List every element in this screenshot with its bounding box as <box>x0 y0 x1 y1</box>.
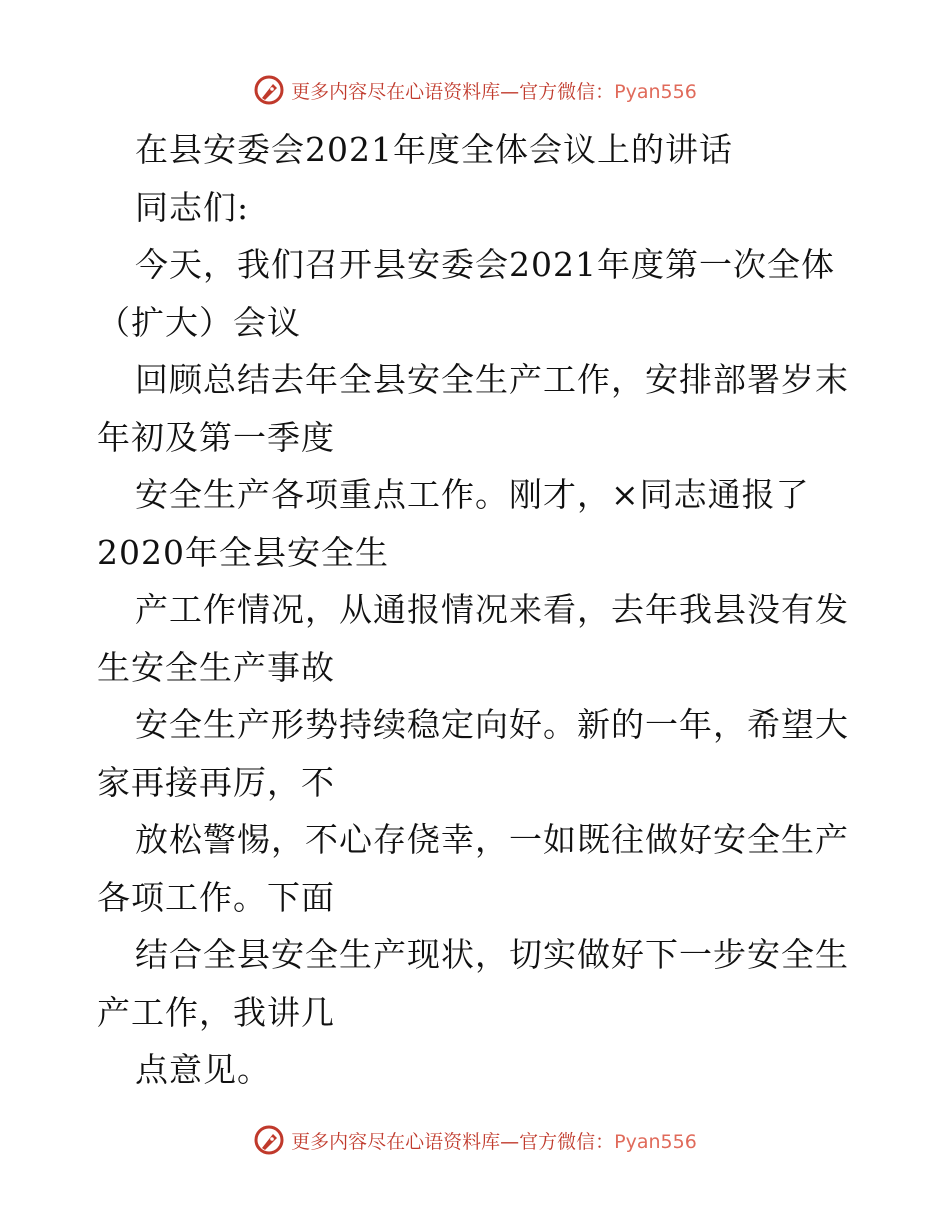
text-line: 点意见。 <box>135 1050 271 1089</box>
text-line: 同志们: <box>135 187 250 227</box>
text-line: 各项工作。下面 <box>97 877 335 917</box>
pen-nib-logo-icon <box>253 1124 285 1156</box>
text-line: 回顾总结去年全县安全生产工作，安排部署岁末 <box>135 360 849 399</box>
footer-watermark-banner <box>0 1120 950 1160</box>
text-line: 安全生产形势持续稳定向好。新的一年，希望大 <box>135 705 849 744</box>
banner-text: 更多内容尽在心语资料库—官方微信：Pyan556 <box>291 1130 697 1153</box>
banner-text: 更多内容尽在心语资料库—官方微信：Pyan556 <box>291 80 697 103</box>
text-line: 安全生产各项重点工作。刚才，×同志通报了 <box>135 475 810 514</box>
text-line: 结合全县安全生产现状，切实做好下一步安全生 <box>135 935 849 974</box>
pen-nib-logo-icon <box>253 74 285 106</box>
text-line: 2020年全县安全生 <box>97 532 389 572</box>
text-line: 产工作，我讲几 <box>97 992 335 1032</box>
text-line: （扩大）会议 <box>97 302 301 342</box>
text-line: 年初及第一季度 <box>97 417 335 457</box>
text-line: 今天，我们召开县安委会2021年度第一次全体 <box>135 245 835 284</box>
text-line: 家再接再厉，不 <box>97 762 335 802</box>
text-line: 在县安委会2021年度全体会议上的讲话 <box>135 130 733 169</box>
header-watermark-banner <box>0 70 950 110</box>
text-line: 放松警惕，不心存侥幸，一如既往做好安全生产 <box>135 820 849 859</box>
text-line: 生安全生产事故 <box>97 647 335 687</box>
document-body <box>97 121 857 1099</box>
text-line: 产工作情况，从通报情况来看，去年我县没有发 <box>135 590 849 629</box>
